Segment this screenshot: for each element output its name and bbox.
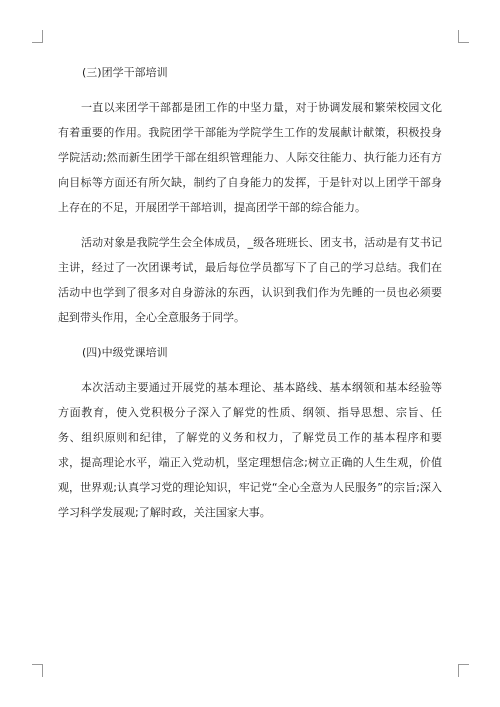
paragraph-training-purpose: 一直以来团学干部都是团工作的中坚力量，对于协调发展和繁荣校园文化有着重要的作用。我院团学干部能为学院学生工作的发展献计献策，积极投身学院活动;然而新生团学干部在组织管理能力、人际交往能力、执行能力还有方向目标等方面还有所欠缺，制约了自身能力的发挥，于是针对以上团学干部身上存在的不足，开展团学干部培训，提高团学干部的综合能力。 xyxy=(58,101,442,214)
page-corner-mark-bottom-right xyxy=(458,664,469,677)
section-heading-party-course: (四)中级党课培训 xyxy=(82,346,168,359)
page-corner-mark-bottom-left xyxy=(32,664,43,677)
paragraph-party-course-content: 本次活动主要通过开展党的基本理论、基本路线、基本纲领和基本经验等方面教育，使入党积极分子深入了解党的性质、纲领、指导思想、宗旨、任务、组织原则和纪律，了解党的义务和权力，了解党员工作的基本程序和要求，提高理论水平，端正入党动机，坚定理想信念;树立正确的人生生观，价值观，世界观;认真学习党的理论知识，牢记党“全心全意为人民服务”的宗旨;深入学习科学发展观;了解时政，关注国家大事。 xyxy=(58,381,442,519)
page-corner-mark-top-right xyxy=(458,30,469,43)
section-heading-training: (三)团学干部培训 xyxy=(82,66,168,79)
page-corner-mark-top-left xyxy=(32,30,43,43)
paragraph-training-participants: 活动对象是我院学生会全体成员，_级各班班长、团支书，活动是有艾书记主讲，经过了一次团课考试，最后每位学员都写下了自己的学习总结。我们在活动中也学到了很多对自身游泳的东西，认识到我们作为先睡的一员也必须要起到带头作用，全心全意服务于同学。 xyxy=(58,236,442,324)
document-body xyxy=(58,60,442,535)
